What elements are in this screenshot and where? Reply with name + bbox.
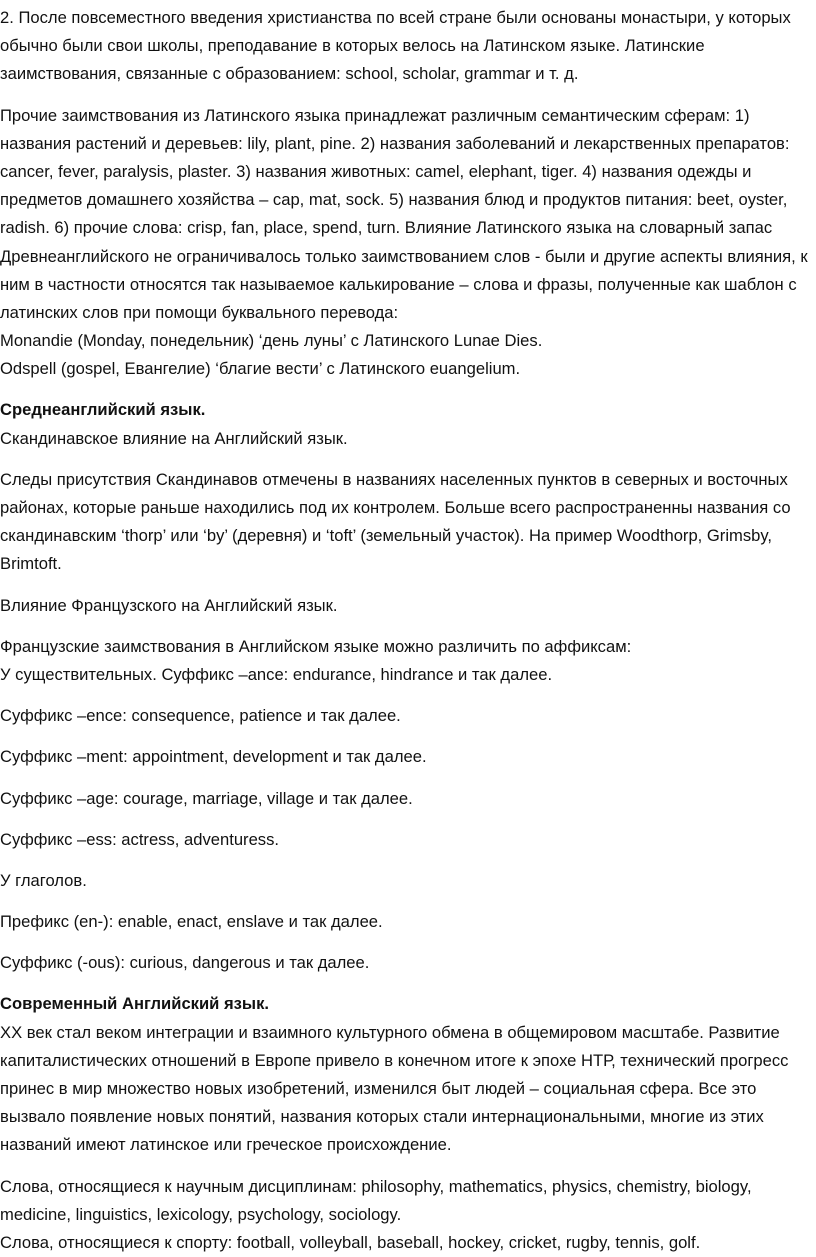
paragraph-spacer — [0, 813, 816, 826]
paragraph-spacer — [0, 89, 816, 102]
text-line: заимствования, связанные с образованием: school, scholar, grammar и т. д. — [0, 64, 579, 84]
paragraph — [0, 466, 816, 579]
paragraph — [0, 826, 816, 854]
section-heading: Среднеанглийский язык. — [0, 400, 206, 420]
text-line: принес в мир множество новых изобретений, изменился быт людей – социальная сфера. Все это — [0, 1079, 757, 1098]
text-line: названий имеют латинское или греческое происхождение. — [0, 1135, 452, 1155]
text-line: radish. 6) прочие слова: crisp, fan, place, spend, turn. Влияние Латинского языка на словарный запас — [0, 218, 773, 238]
paragraph — [0, 396, 816, 452]
text-line: У глаголов. — [0, 870, 87, 890]
paragraph — [0, 785, 816, 813]
paragraph-spacer — [0, 1160, 816, 1173]
paragraph-spacer — [0, 383, 816, 396]
text-line: вызвало появление новых понятий, названия которых стали интернациональными, многие из этих — [0, 1107, 764, 1127]
text-line: капиталистических отношений в Европе привело в конечном итоге к эпохе НТР, технический прогресс — [0, 1050, 789, 1070]
text-line: Прочие заимствования из Латинского языка принадлежат различным семантическим сферам: 1) — [0, 105, 750, 125]
text-line: Слова, относящиеся к спорту: football, volleyball, baseball, hockey, cricket, rugby, tennis, golf. — [0, 1232, 701, 1252]
paragraph — [0, 949, 816, 977]
text-line: Monandie (Monday, понедельник) ‘день луны’ с Латинского Lunae Dies. — [0, 331, 543, 351]
text-line: Префикс (en-): enable, enact, enslave и так далее. — [0, 912, 383, 932]
text-line: Древнеанглийского не ограничивалось только заимствованием слов - были и другие аспекты влияния, к — [0, 246, 808, 266]
text-line: районах, которые раньше находились под их контролем. Больше всего распространенны названия со — [0, 498, 791, 517]
paragraph — [0, 4, 816, 89]
text-line: Brimtoft. — [0, 554, 62, 574]
paragraph-spacer — [0, 579, 816, 592]
paragraph — [0, 867, 816, 895]
paragraph-spacer — [0, 620, 816, 633]
paragraph — [0, 102, 816, 384]
paragraph — [0, 702, 816, 730]
text-line: У существительных. Суффикс –ance: endurance, hindrance и так далее. — [0, 664, 553, 684]
paragraph-spacer — [0, 772, 816, 785]
paragraph-spacer — [0, 895, 816, 908]
text-line: Французские заимствования в Английском языке можно различить по аффиксам: — [0, 636, 632, 656]
paragraph — [0, 633, 816, 689]
text-line: Слова, относящиеся к научным дисциплинам: philosophy, mathematics, physics, chemistry, biology, — [0, 1176, 752, 1196]
paragraph-spacer — [0, 730, 816, 743]
text-line: Скандинавское влияние на Английский язык. — [0, 428, 348, 448]
paragraph — [0, 592, 816, 620]
paragraph-spacer — [0, 936, 816, 949]
section-heading: Современный Английский язык. — [0, 994, 270, 1014]
text-line: medicine, linguistics, lexicology, psychology, sociology. — [0, 1204, 402, 1224]
paragraph — [0, 908, 816, 936]
text-line: названия растений и деревьев: lily, plant, pine. 2) названия заболеваний и лекарственных препаратов: — [0, 133, 790, 153]
text-line: Суффикс –ence: consequence, patience и так далее. — [0, 706, 401, 726]
paragraph-spacer — [0, 977, 816, 990]
paragraph-spacer — [0, 854, 816, 867]
text-line: латинских слов при помощи буквального перевода: — [0, 302, 399, 322]
text-line: скандинавским ‘thorp’ или ‘by’ (деревня) и ‘toft’ (земельный участок). На пример Woodthorp, Grimsby, — [0, 526, 773, 546]
text-line: 2. После повсеместного введения христианства по всей стране были основаны монастыри, у которых — [0, 8, 791, 27]
paragraph-spacer — [0, 453, 816, 466]
text-line: предметов домашнего хозяйства – cap, mat, sock. 5) названия блюд и продуктов питания: beet, oyster, — [0, 190, 788, 210]
paragraph — [0, 1173, 816, 1257]
paragraph — [0, 990, 816, 1159]
text-line: Влияние Французского на Английский язык. — [0, 595, 338, 615]
text-line: Следы присутствия Скандинавов отмечены в названиях населенных пунктов в северных и восточных — [0, 469, 788, 489]
text-line: Суффикс (-ous): curious, dangerous и так далее. — [0, 953, 370, 973]
text-line: ним в частности относятся так называемое калькирование – слова и фразы, полученные как шаблон с — [0, 274, 797, 294]
paragraph — [0, 743, 816, 771]
text-line: cancer, fever, paralysis, plaster. 3) названия животных: camel, elephant, tiger. 4) названия одежды и — [0, 161, 752, 181]
text-line: обычно были свои школы, преподавание в которых велось на Латинском языке. Латинские — [0, 36, 705, 56]
text-line: XX век стал веком интеграции и взаимного культурного обмена в общемировом масштабе. Развитие — [0, 1022, 780, 1042]
text-line: Суффикс –ment: appointment, development и так далее. — [0, 747, 427, 767]
paragraph-spacer — [0, 689, 816, 702]
text-line: Odspell (gospel, Евангелие) ‘благие вести’ с Латинского euangelium. — [0, 359, 521, 379]
text-line: Суффикс –ess: actress, adventuress. — [0, 829, 280, 849]
text-line: Суффикс –age: courage, marriage, village и так далее. — [0, 788, 413, 808]
